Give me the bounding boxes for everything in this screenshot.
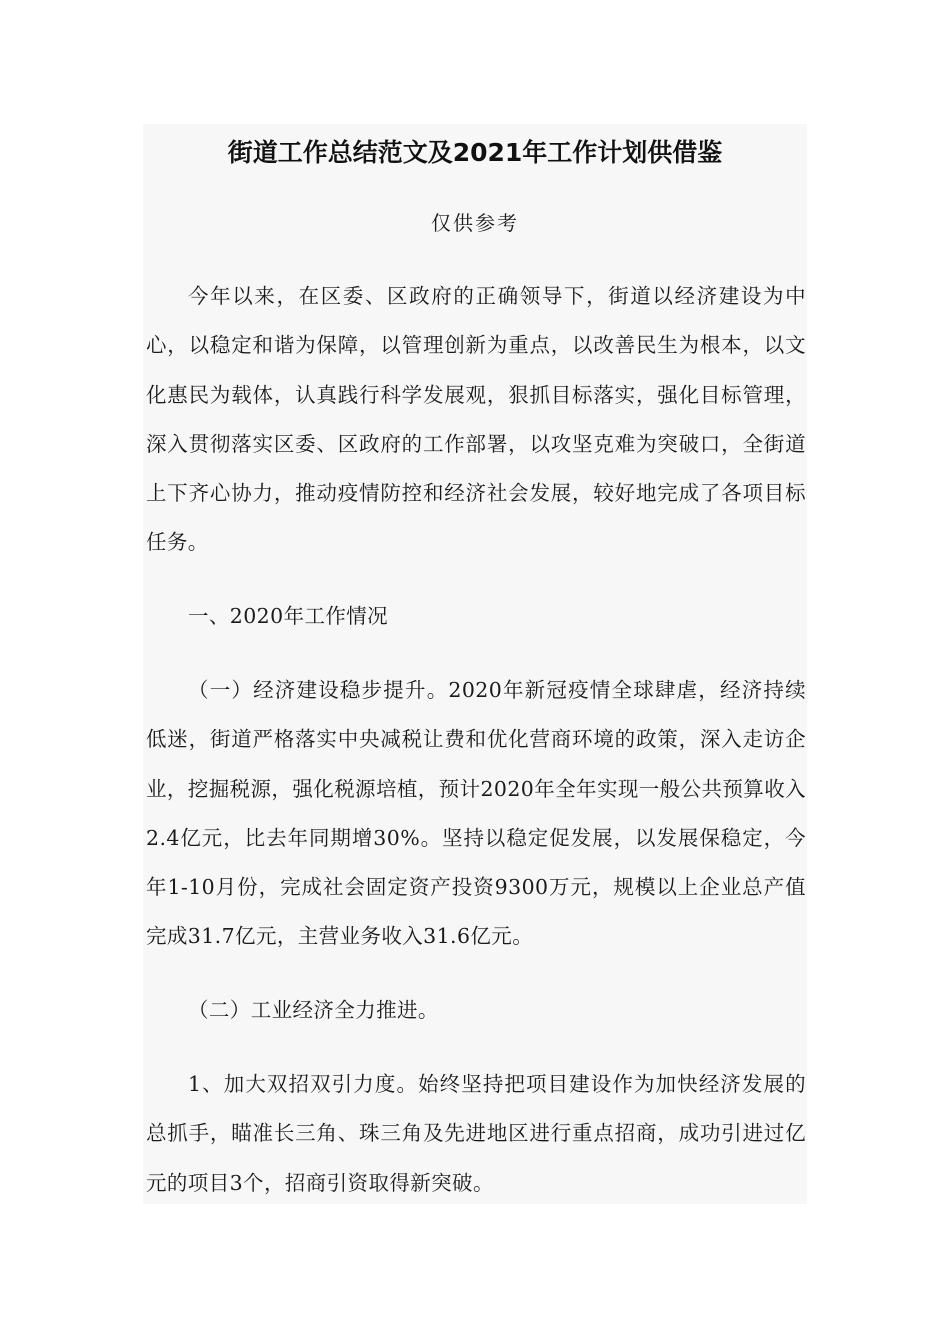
subsection-heading-industry: （二）工业经济全力推进。	[188, 998, 439, 1022]
document-subtitle: 仅供参考	[431, 211, 519, 235]
document-title: 街道工作总结范文及2021年工作计划供借鉴	[227, 138, 723, 167]
economy-paragraph: （一）经济建设稳步提升。2020年新冠疫情全球肆虐，经济持续低迷，街道严格落实中央减税让费和优化营商环境的政策，深入走访企业，挖掘税源，强化税源培植，预计2020年全年实现一般公共预算收入2.4亿元，比去年同期增30%。坚持以稳定促发展，以发展保稳定，今年1-10月份，完成社会固定资产投资9300万元，规模以上企业总产值完成31.7亿元，主营业务收入31.6亿元。	[146, 678, 806, 949]
investment-paragraph: 1、加大双招双引力度。始终坚持把项目建设作为加快经济发展的总抓手，瞄准长三角、珠三角及先进地区进行重点招商，成功引进过亿元的项目3个，招商引资取得新突破。	[146, 1072, 806, 1195]
section-heading-2020-work: 一、2020年工作情况	[188, 604, 389, 628]
intro-paragraph: 今年以来，在区委、区政府的正确领导下，街道以经济建设为中心，以稳定和谐为保障，以管理创新为重点，以改善民生为根本，以文化惠民为载体，认真践行科学发展观，狠抓目标落实，强化目标管理，深入贯彻落实区委、区政府的工作部署，以攻坚克难为突破口，全街道上下齐心协力，推动疫情防控和经济社会发展，较好地完成了各项目标任务。	[146, 284, 806, 555]
